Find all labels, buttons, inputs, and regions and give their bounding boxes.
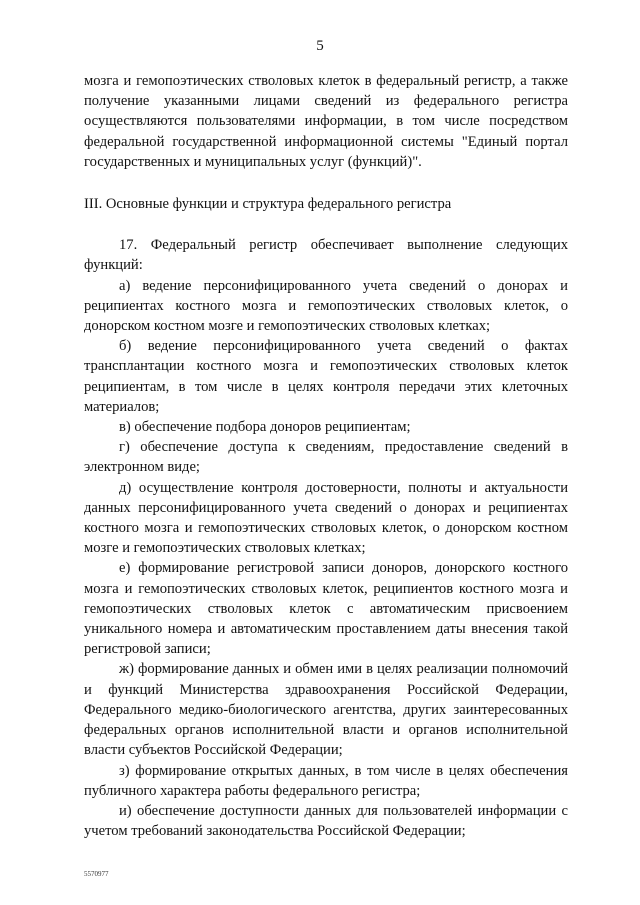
spacer <box>84 172 568 194</box>
page-number: 5 <box>316 38 324 54</box>
item-b: б) ведение персонифицированного учета сведений о фактах трансплантации костного мозга и гемопоэтических стволовых клеток реципиентам, в том числе в целях контроля передачи этих клеточных материалов; <box>84 338 568 415</box>
section-heading: III. Основные функции и структура федерального регистра <box>84 196 452 213</box>
paragraph-17: 17. Федеральный регистр обеспечивает выполнение следующих функций: <box>84 237 568 274</box>
item-zh: ж) формирование данных и обмен ими в целях реализации полномочий и функций Министерства здравоохранения Российской Федерации, Федерального медико-биологического агентства, других заинтересованных федеральных органов исполнительной власти и органов исполнительной власти субъектов Российской Федерации; <box>84 661 568 759</box>
item-e: е) формирование регистровой записи доноров, донорского костного мозга и гемопоэтических стволовых клеток, реципиентов костного мозга и гемопоэтических стволовых клеток с автоматическим присвоением уникального номера и автоматическим проставлением даты внесения такой регистровой записи; <box>84 560 568 658</box>
page-body <box>84 71 568 841</box>
item-g: г) обеспечение доступа к сведениям, предоставление сведений в электронном виде; <box>84 439 568 476</box>
intro-paragraph: мозга и гемопоэтических стволовых клеток в федеральный регистр, а также получение указанными лицами сведений из федерального регистра осуществляются пользователями информации, в том числе посредством федеральной государственной информационной системы "Единый портал государственных и муниципальных услуг (функций)". <box>84 73 568 170</box>
document-code: 5570977 <box>84 870 109 878</box>
item-z: з) формирование открытых данных, в том числе в целях обеспечения публичного характера работы федерального регистра; <box>84 762 568 799</box>
item-v: в) обеспечение подбора доноров реципиентам; <box>119 419 411 436</box>
item-a: а) ведение персонифицированного учета сведений о донорах и реципиентах костного мозга и гемопоэтических стволовых клеток, о донорском костном мозге и гемопоэтических стволовых клетках; <box>84 277 568 335</box>
spacer <box>84 214 568 235</box>
item-i: и) обеспечение доступности данных для пользователей информации с учетом требований законодательства Российской Федерации; <box>84 802 568 840</box>
item-d: д) осуществление контроля достоверности, полноты и актуальности данных персонифицированного учета сведений о донорах и реципиентах костного мозга и гемопоэтических стволовых клеток, о донорском костном мозге и гемопоэтических стволовых клетках; <box>84 479 568 557</box>
